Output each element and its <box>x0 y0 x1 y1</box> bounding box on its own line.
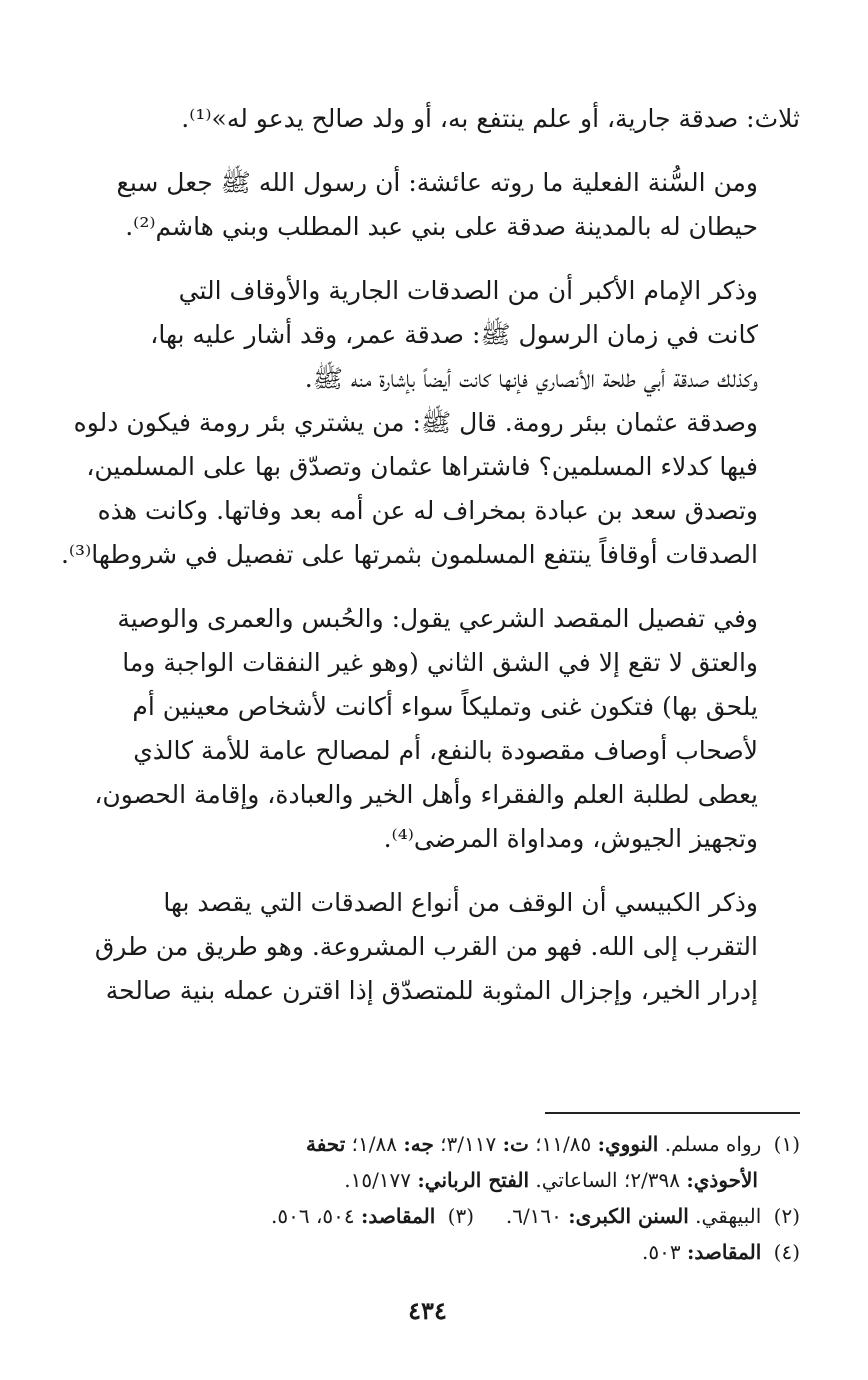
text-line: وذكر الكبيسي أن الوقف من أنواع الصدقات التي يقصد بها <box>163 888 758 917</box>
text-line: كانت في زمان الرسول ﷺ: صدقة عمر، وقد أشار عليه بها، <box>150 320 758 349</box>
footnote-source: السنن الكبرى: <box>568 1204 689 1228</box>
paragraph-5 <box>55 881 800 1013</box>
text-line: وتصدق سعد بن عبادة بمخراف له عن أمه بعد وفاتها. وكانت هذه <box>97 496 758 525</box>
footnote-1 <box>55 1126 800 1162</box>
text-line: ثلاث: صدقة جارية، أو علم ينتفع به، أو ولد صالح يدعو له»⁽¹⁾. <box>181 104 800 133</box>
footnote-text: ٥٠٣. <box>642 1240 681 1264</box>
footnote-1-continued <box>55 1162 800 1198</box>
page-number: ٤٣٤ <box>408 1296 447 1325</box>
text-line: يعطى لطلبة العلم والفقراء وأهل الخير والعبادة، وإقامة الحصون، <box>94 780 758 809</box>
footnote-text: البيهقي. <box>695 1204 762 1228</box>
footnote-text: رواه مسلم. <box>664 1132 762 1156</box>
text-line: والعتق لا تقع إلا في الشق الثاني (وهو غير النفقات الواجبة وما <box>122 648 758 677</box>
paragraph-4 <box>55 597 800 861</box>
paragraph-3 <box>55 269 800 577</box>
book-page <box>55 0 800 1380</box>
text-line: لأصحاب أوصاف مقصودة بالنفع، أم لمصالح عامة للأمة كالذي <box>133 736 758 765</box>
footnote-source: المقاصد: <box>686 1240 762 1264</box>
footnote-number: (١) <box>773 1132 800 1156</box>
text-line: ومن السُّنة الفعلية ما روته عائشة: أن رسول الله ﷺ جعل سبع <box>116 168 758 197</box>
footnote-source: النووي: <box>597 1132 659 1156</box>
text-line: فيها كدلاء المسلمين؟ فاشتراها عثمان وتصدّق بها على المسلمين، <box>86 452 758 481</box>
footnote-4 <box>55 1234 800 1270</box>
footnote-text: ٥٠٤، ٥٠٦. <box>271 1204 355 1228</box>
paragraph-2 <box>55 161 800 249</box>
text-line: إدرار الخير، وإجزال المثوبة للمتصدّق إذا اقترن عمله بنية صالحة <box>105 976 758 1005</box>
footnote-source: جه: <box>403 1132 434 1156</box>
footnote-source: الأحوذي: <box>686 1168 758 1192</box>
footnote-text: ١٥/١٧٧. <box>344 1168 412 1192</box>
footnote-text: ٦/١٦٠. <box>505 1204 562 1228</box>
text-line: وكذلك صدقة أبي طلحة الأنصاري فإنها كانت أيضاً بإشارة منه ﷺ. <box>304 364 758 393</box>
text-line: الصدقات أوقافاً ينتفع المسلمون بثمرتها على تفصيل في شروطها⁽³⁾. <box>60 540 758 569</box>
main-text <box>55 97 800 1033</box>
footnotes <box>55 1126 800 1270</box>
footnote-text: ٢/٣٩٨؛ الساعاتي. <box>535 1168 681 1192</box>
footnote-number: (٢) <box>773 1204 800 1228</box>
text-line: يلحق بها) فتكون غنى وتمليكاً سواء أكانت لأشخاص معينين أم <box>132 692 758 721</box>
text-line: وصدقة عثمان ببئر رومة. قال ﷺ: من يشتري بئر رومة فيكون دلوه <box>73 408 758 437</box>
footnote-text: ١/٨٨؛ <box>351 1132 397 1156</box>
footnote-text: ٣/١١٧؛ <box>440 1132 497 1156</box>
text-line: التقرب إلى الله. فهو من القرب المشروعة. وهو طريق من طرق <box>94 932 758 961</box>
text-line: وذكر الإمام الأكبر أن من الصدقات الجارية والأوقاف التي <box>178 276 758 305</box>
footnote-number: (٤) <box>773 1240 800 1264</box>
footnote-separator <box>545 1112 800 1114</box>
footnote-source: الفتح الرباني: <box>417 1168 530 1192</box>
text-line: وفي تفصيل المقصد الشرعي يقول: والحُبس والعمرى والوصية <box>117 604 758 633</box>
text-line: وتجهيز الجيوش، ومداواة المرضى⁽⁴⁾. <box>383 824 758 853</box>
footnote-number: (٣) <box>447 1204 475 1228</box>
footnote-source: تحفة <box>305 1132 346 1156</box>
footnote-source: المقاصد: <box>361 1204 436 1228</box>
footnote-source: ت: <box>502 1132 529 1156</box>
text-line: حيطان له بالمدينة صدقة على بني عبد المطلب وبني هاشم⁽²⁾. <box>125 212 758 241</box>
footnote-2-3 <box>55 1198 800 1234</box>
footnote-text: ١١/٨٥؛ <box>535 1132 592 1156</box>
paragraph-1 <box>55 97 800 141</box>
